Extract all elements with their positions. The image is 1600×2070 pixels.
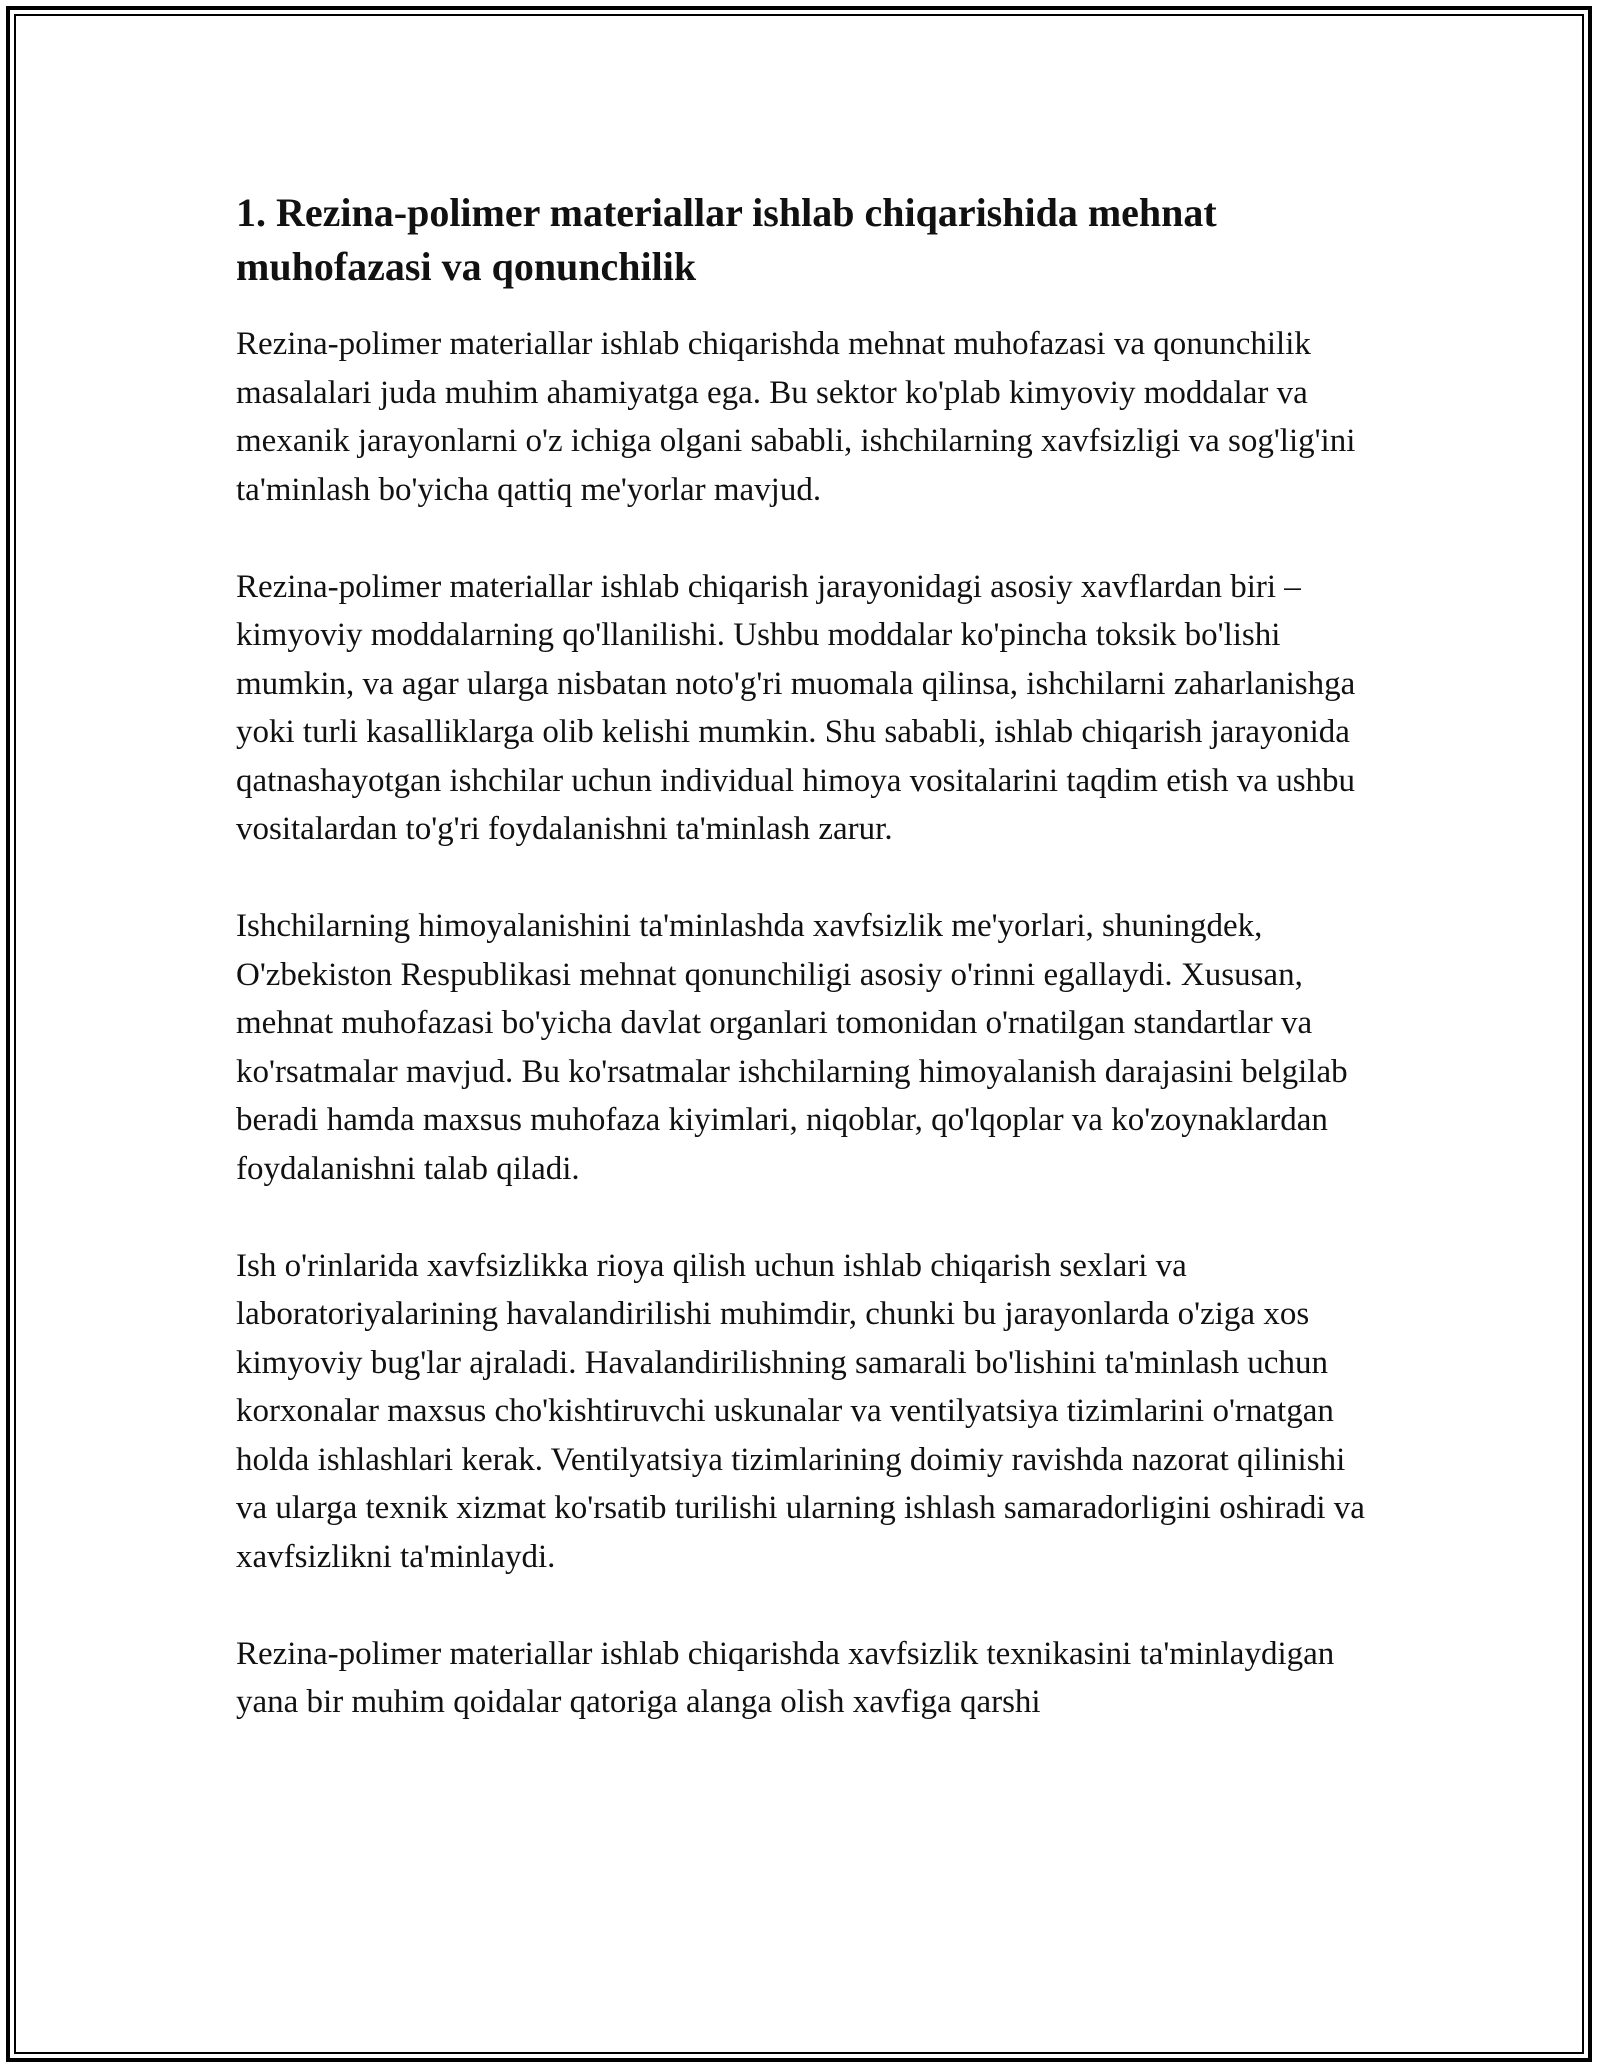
paragraph-3: Ishchilarning himoyalanishini ta'minlashda xavfsizlik me'yorlari, shuningdek, O'zbekiston Respublikasi mehnat qonunchiligi asosiy o'rinni egallaydi. Xususan, mehnat muhofazasi bo'yicha davlat organlari tomonidan o'rnatilgan standartlar va ko'rsatmalar mavjud. Bu ko'rsatmalar ishchilarning himoyalanish darajasini belgilab beradi hamda maxsus muhofaza kiyimlari, niqoblar, qo'lqoplar va ko'zoynaklardan foydalanishni talab qiladi. <box>236 908 1348 1187</box>
paragraph-4: Ish o'rinlarida xavfsizlikka rioya qilish uchun ishlab chiqarish sexlari va laboratoriyalarining havalandirilishi muhimdir, chunki bu jarayonlarda o'ziga xos kimyoviy bug'lar ajraladi. Havalandirilishning samarali bo'lishini ta'minlash uchun korxonalar maxsus cho'kishtiruvchi uskunalar va ventilyatsiya tizimlarini o'rnatgan holda ishlashlari kerak. Ventilyatsiya tizimlarining doimiy ravishda nazorat qilinishi va ularga texnik xizmat ko'rsatib turilishi ularning ishlash samaradorligini oshiradi va xavfsizlikni ta'minlaydi. <box>236 1247 1365 1575</box>
paragraph-2: Rezina-polimer materiallar ishlab chiqarish jarayonidagi asosiy xavflardan biri – kimyoviy moddalarning qo'llanilishi. Ushbu moddalar ko'pincha toksik bo'lishi mumkin, va agar ularga nisbatan noto'g'ri muomala qilinsa, ishchilarni zaharlanishga yoki turli kasalliklarga olib kelishi mumkin. Shu sababli, ishlab chiqarish jarayonida qatnashayotgan ishchilar uchun individual himoya vositalarini taqdim etish va ushbu vositalardan to'g'ri foydalanishni ta'minlash zarur. <box>236 568 1356 847</box>
paragraph-5: Rezina-polimer materiallar ishlab chiqarishda xavfsizlik texnikasini ta'minlaydigan yana bir muhim qoidalar qatoriga alanga olish xavfiga qarshi <box>236 1635 1335 1720</box>
section-heading: 1. Rezina-polimer materiallar ishlab chiqarishida mehnat muhofazasi va qonunchilik <box>236 190 1217 289</box>
document-body <box>236 186 1366 1775</box>
paragraph-1: Rezina-polimer materiallar ishlab chiqarishda mehnat muhofazasi va qonunchilik masalalari juda muhim ahamiyatga ega. Bu sektor ko'plab kimyoviy moddalar va mexanik jarayonlarni o'z ichiga olgani sababli, ishchilarning xavfsizligi va sog'lig'ini ta'minlash bo'yicha qattiq me'yorlar mavjud. <box>236 326 1356 508</box>
